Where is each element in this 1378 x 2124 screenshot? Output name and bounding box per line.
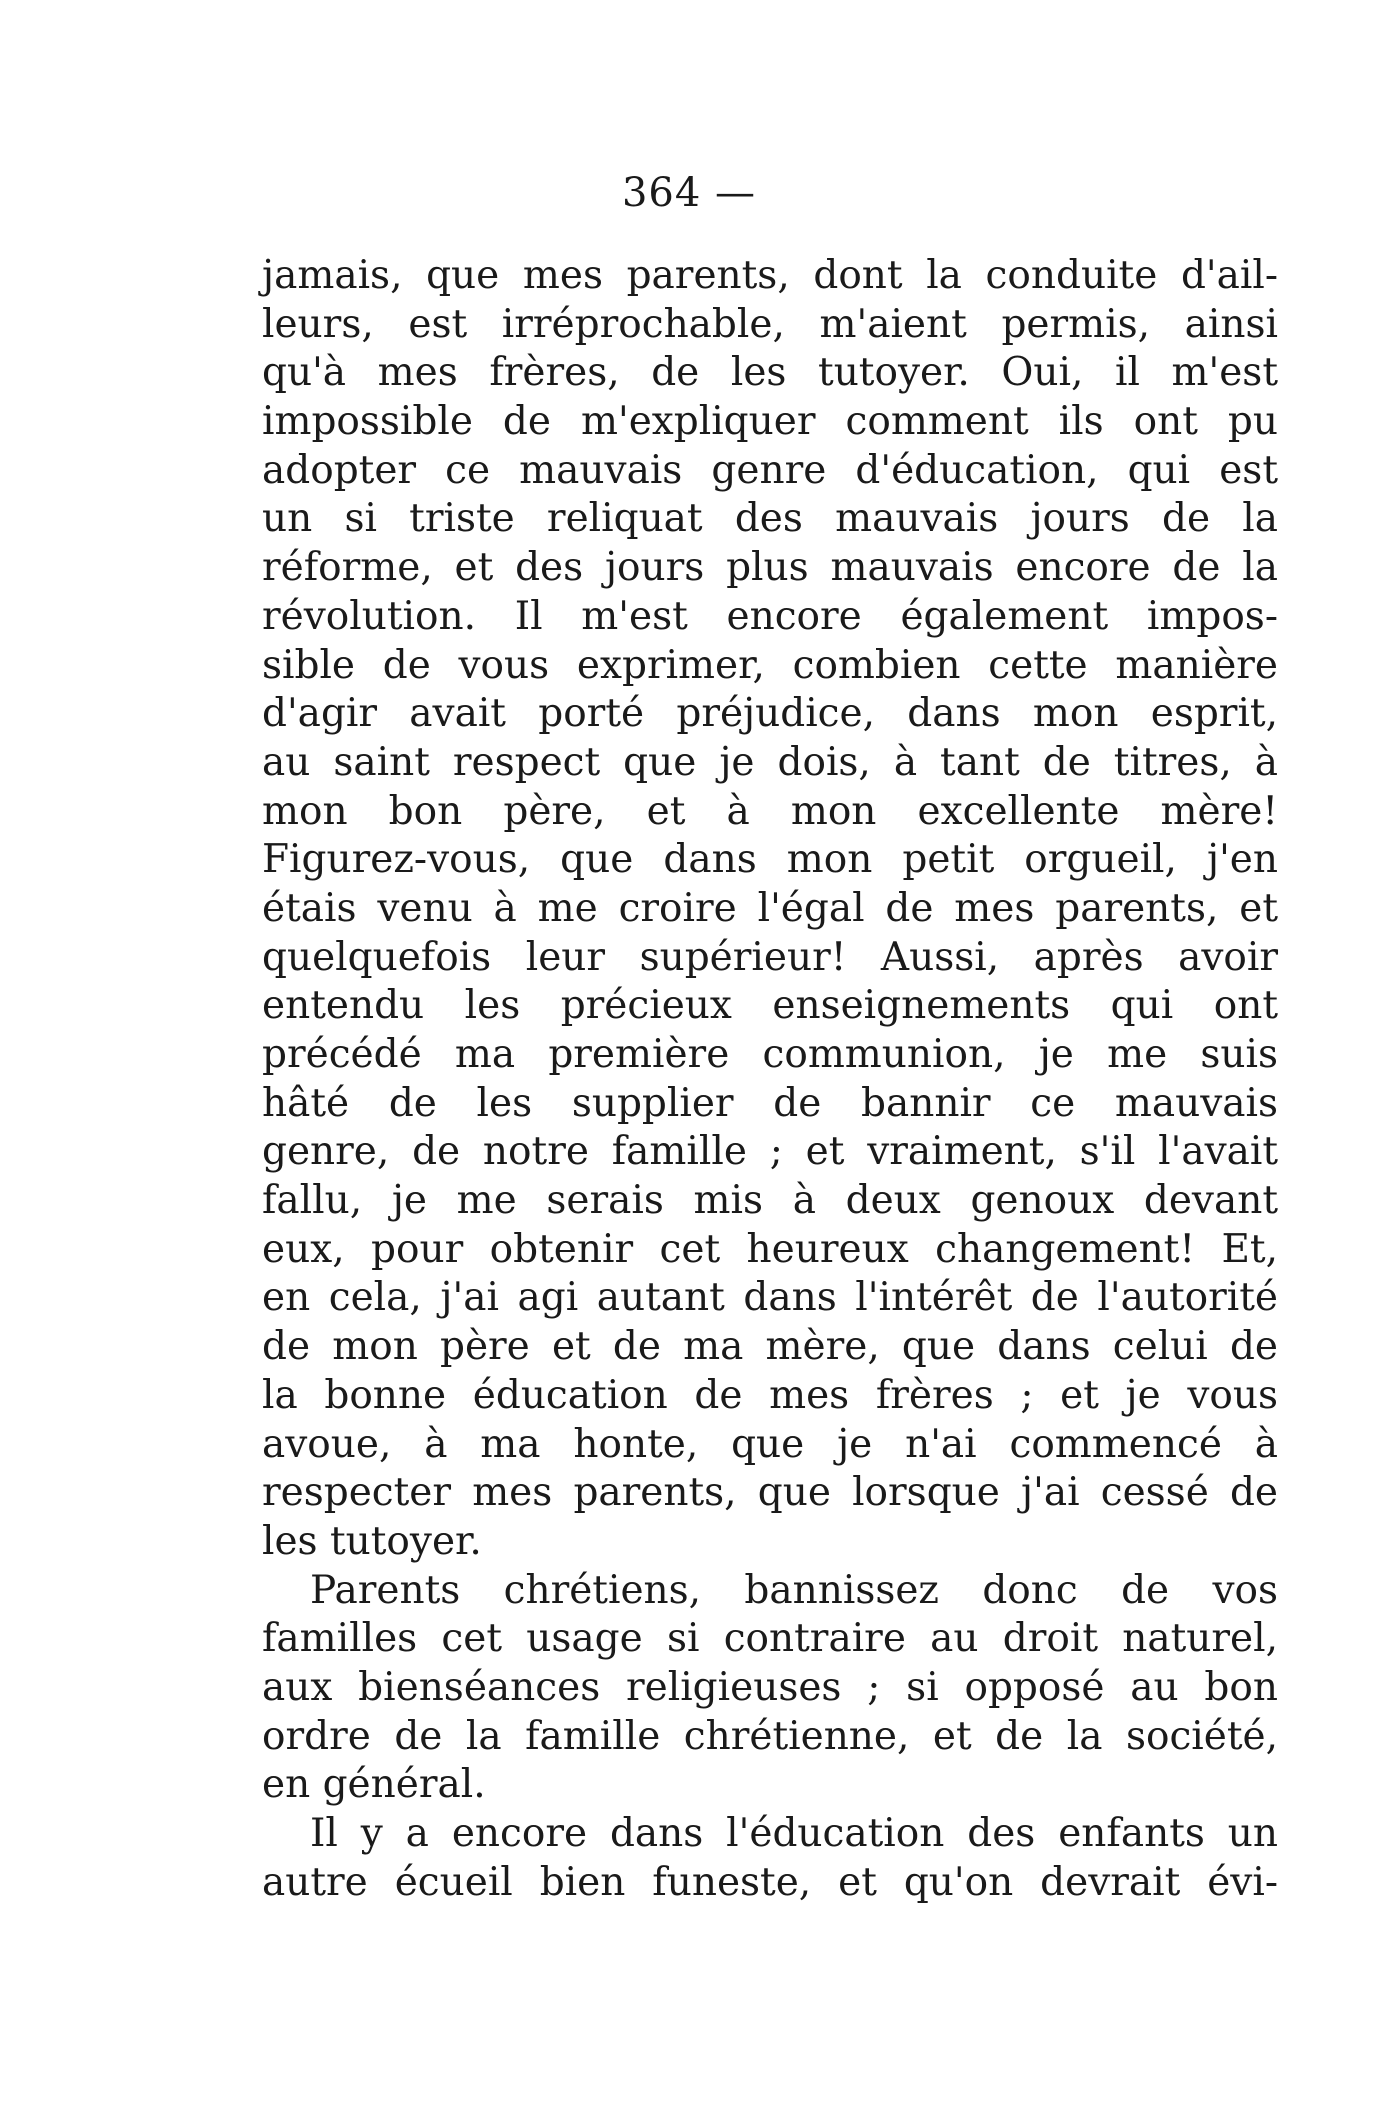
- text-line: d'agir avait porté préjudice, dans mon esprit,: [262, 691, 1278, 737]
- page-number: 364 —: [621, 170, 757, 216]
- text-line: sible de vous exprimer, combien cette manière: [262, 642, 1278, 688]
- text-line: au saint respect que je dois, à tant de titres, à: [262, 739, 1278, 785]
- text-line: Figurez-vous, que dans mon petit orgueil, j'en: [262, 837, 1278, 883]
- text-line: révolution. Il m'est encore également impos-: [262, 593, 1278, 639]
- text-line: Il y a encore dans l'éducation des enfants un: [310, 1811, 1278, 1856]
- text-line: ordre de la famille chrétienne, et de la société,: [262, 1713, 1278, 1759]
- text-line: eux, pour obtenir cet heureux changement! Et,: [262, 1226, 1278, 1272]
- text-line: familles cet usage si contraire au droit naturel,: [262, 1616, 1278, 1662]
- text-line: avoue, à ma honte, que je n'ai commencé à: [262, 1421, 1278, 1467]
- text-line: la bonne éducation de mes frères ; et je vous: [262, 1372, 1278, 1418]
- text-line: jamais, que mes parents, dont la conduite d'ail-: [262, 253, 1278, 298]
- text-line: de mon père et de ma mère, que dans celui de: [262, 1324, 1278, 1370]
- text-line: les tutoyer.: [262, 1518, 482, 1564]
- text-line: précédé ma première communion, je me suis: [262, 1032, 1278, 1077]
- text-line: fallu, je me serais mis à deux genoux devant: [262, 1178, 1278, 1224]
- text-line: en cela, j'ai agi autant dans l'intérêt de l'autorité: [262, 1275, 1278, 1321]
- text-line: qu'à mes frères, de les tutoyer. Oui, il m'est: [262, 350, 1278, 396]
- text-line: genre, de notre famille ; et vraiment, s'il l'avait: [262, 1129, 1278, 1175]
- text-line: étais venu à me croire l'égal de mes parents, et: [262, 885, 1278, 931]
- text-line: entendu les précieux enseignements qui ont: [262, 983, 1278, 1029]
- text-line: mon bon père, et à mon excellente mère!: [262, 788, 1278, 834]
- body-text: [262, 252, 1278, 1907]
- text-line: réforme, et des jours plus mauvais encore de la: [262, 545, 1278, 591]
- text-line: respecter mes parents, que lorsque j'ai cessé de: [262, 1470, 1278, 1516]
- text-line: Parents chrétiens, bannissez donc de vos: [310, 1567, 1278, 1613]
- text-line: leurs, est irréprochable, m'aient permis, ainsi: [262, 301, 1278, 347]
- text-line: autre écueil bien funeste, et qu'on devrait évi-: [262, 1859, 1278, 1905]
- text-line: quelquefois leur supérieur! Aussi, après avoir: [262, 934, 1278, 980]
- text-line: hâté de les supplier de bannir ce mauvais: [262, 1080, 1278, 1126]
- text-line: impossible de m'expliquer comment ils ont pu: [262, 399, 1278, 445]
- text-line: en général.: [262, 1762, 486, 1808]
- text-line: adopter ce mauvais genre d'éducation, qui est: [262, 447, 1278, 493]
- text-line: un si triste reliquat des mauvais jours de la: [262, 496, 1278, 542]
- text-line: aux bienséances religieuses ; si opposé au bon: [262, 1664, 1278, 1710]
